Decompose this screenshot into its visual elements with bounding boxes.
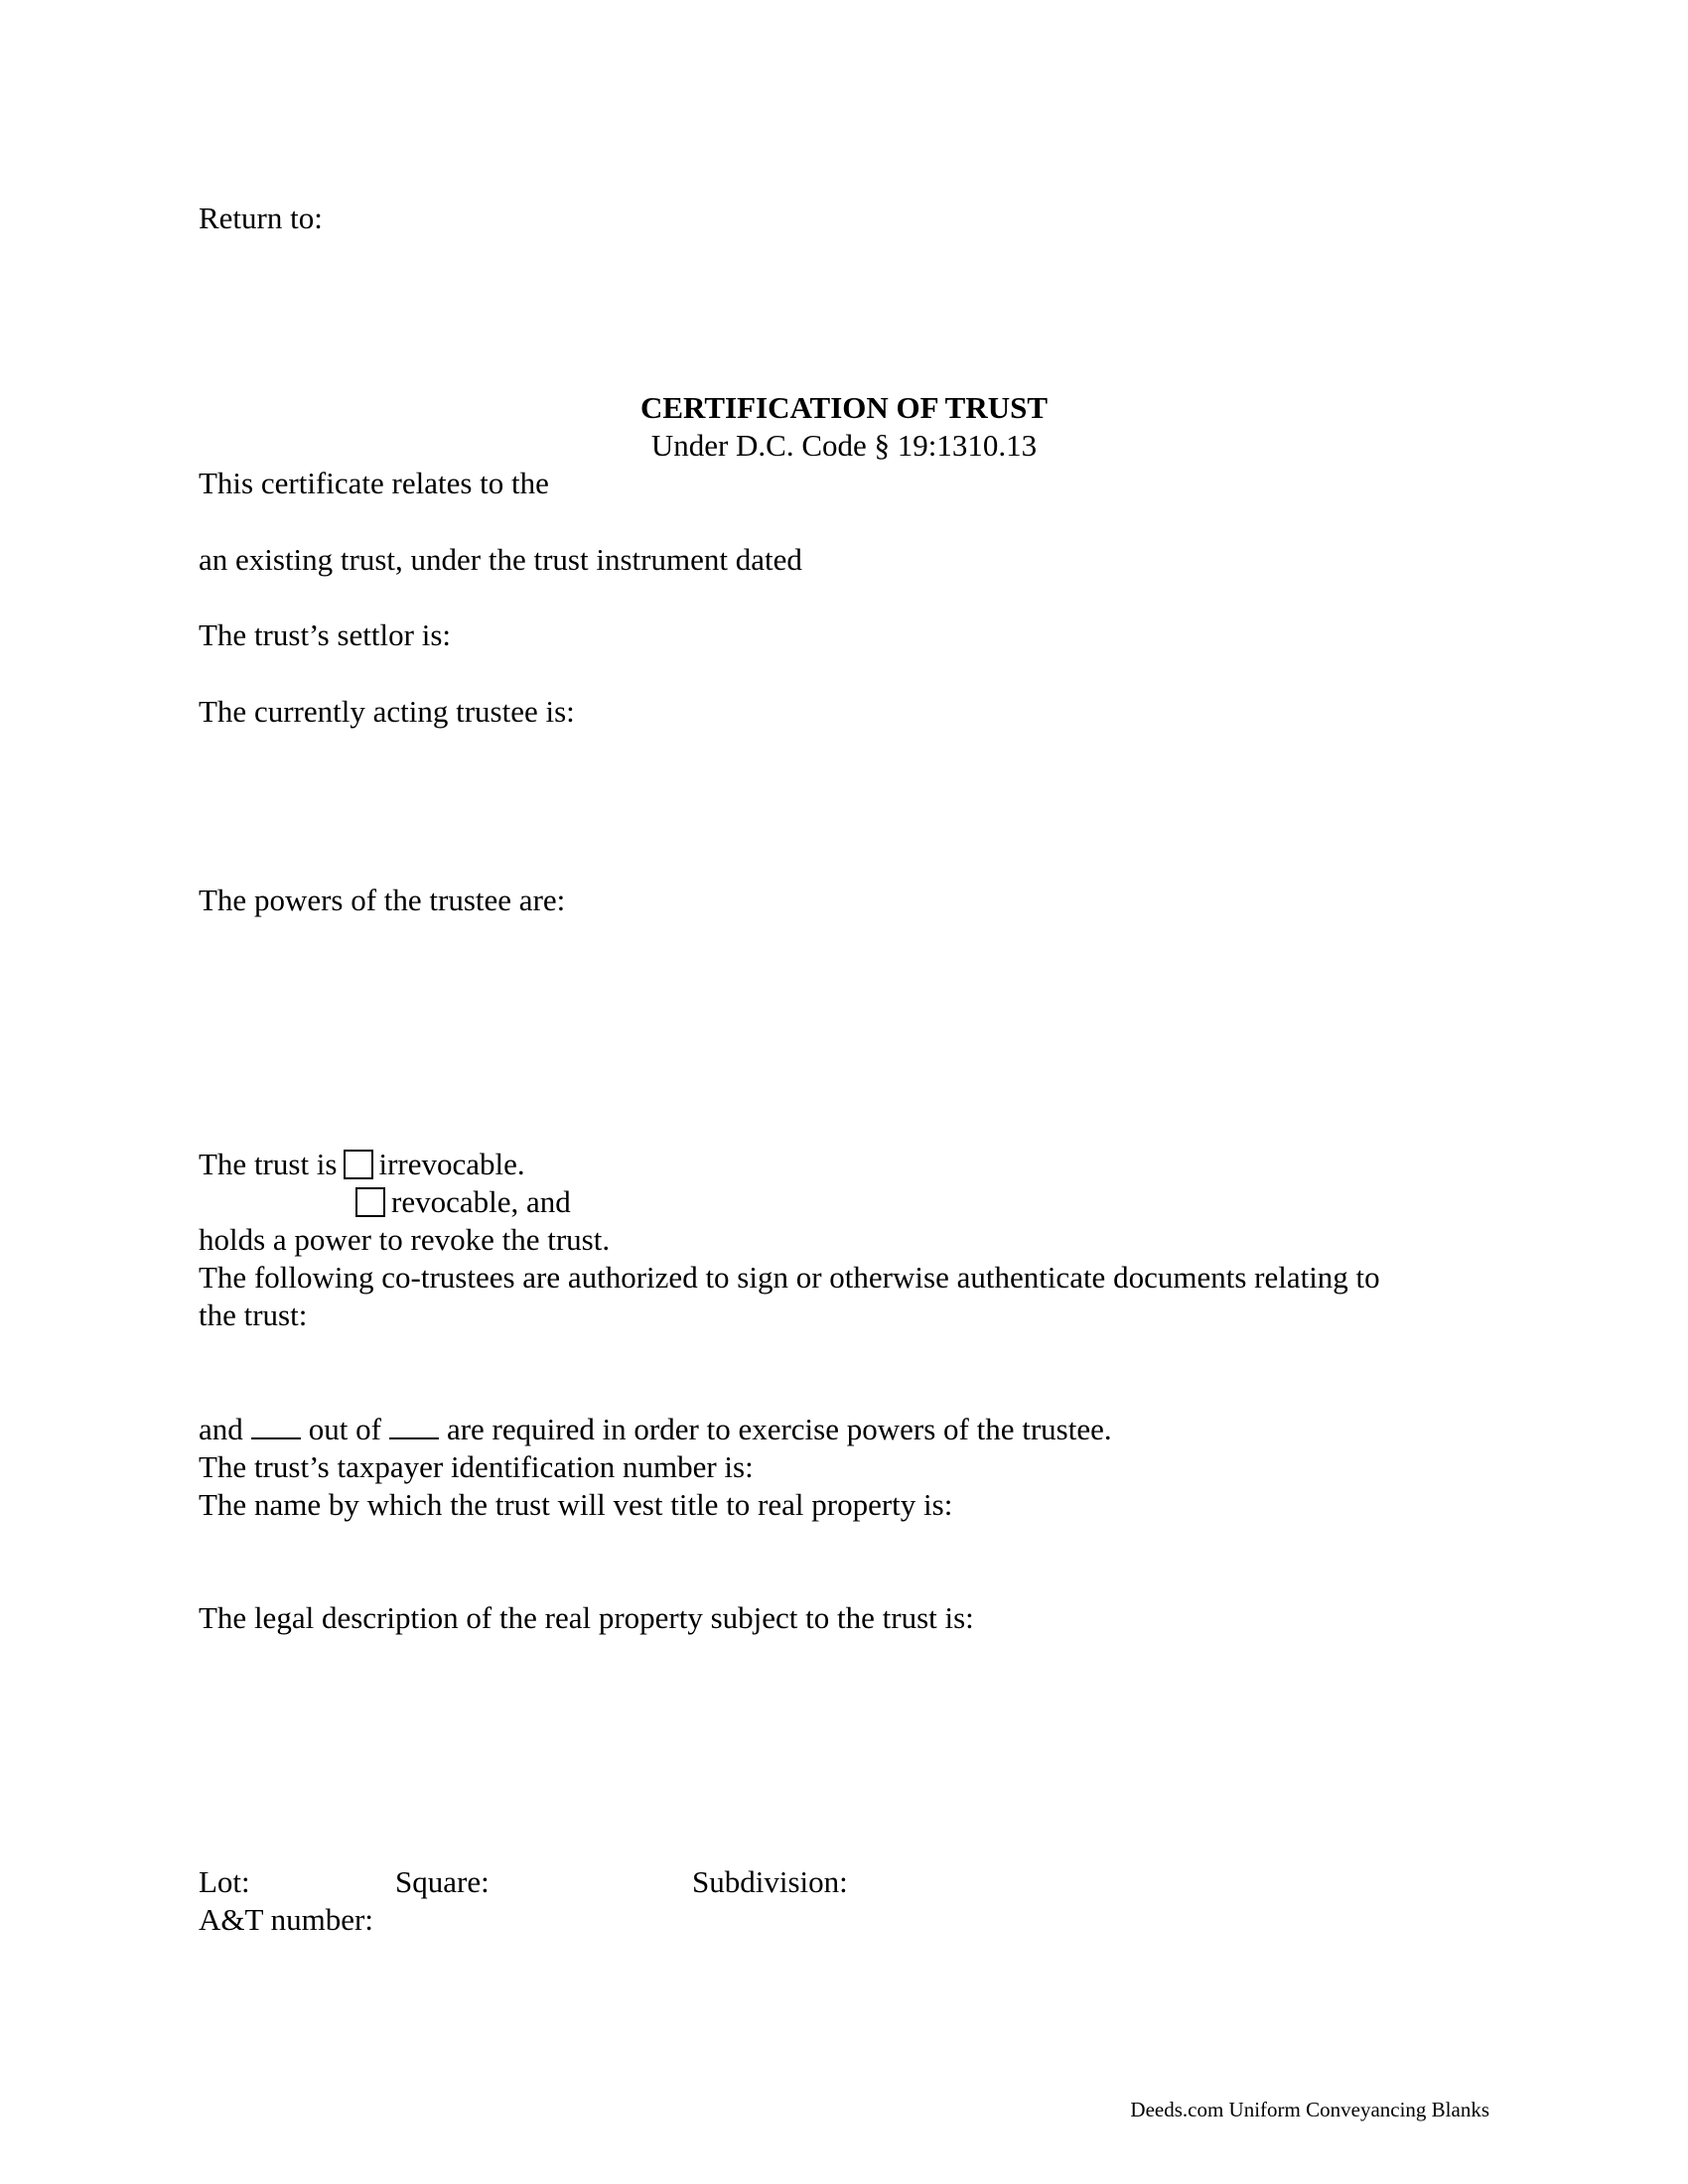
- relates-to-text: This certificate relates to the: [199, 466, 549, 500]
- revocable-row: [355, 1183, 571, 1221]
- trust-is-label: The trust is: [199, 1147, 338, 1181]
- required-text: are required in order to exercise powers of the trustee.: [446, 1412, 1112, 1446]
- at-number-label: A&T number:: [199, 1902, 373, 1937]
- required-trustees-row: [199, 1411, 1112, 1448]
- existing-trust-text: an existing trust, under the trust instrument dated: [199, 542, 802, 577]
- irrevocable-checkbox[interactable]: [344, 1150, 373, 1179]
- footer-text: Deeds.com Uniform Conveyancing Blanks: [1130, 2098, 1489, 2121]
- trustee-powers-label: The powers of the trustee are:: [199, 883, 566, 917]
- vest-title-label: The name by which the trust will vest title to real property is:: [199, 1487, 953, 1522]
- document-title: CERTIFICATION OF TRUST: [639, 390, 1049, 425]
- irrevocable-label: irrevocable.: [378, 1147, 525, 1181]
- required-count-blank[interactable]: [251, 1412, 301, 1439]
- acting-trustee-label: The currently acting trustee is:: [199, 694, 575, 729]
- legal-description-label: The legal description of the real property subject to the trust is:: [199, 1600, 974, 1635]
- out-of-word: out of: [308, 1412, 381, 1446]
- taxpayer-id-label: The trust’s taxpayer identification number is:: [199, 1449, 754, 1484]
- co-trustees-text-line1: The following co-trustees are authorized to sign or otherwise authenticate documents relating to: [199, 1260, 1380, 1295]
- holds-power-text: holds a power to revoke the trust.: [199, 1222, 611, 1257]
- document-subtitle: Under D.C. Code § 19:1310.13: [650, 428, 1038, 463]
- return-to-label: Return to:: [199, 201, 323, 235]
- revocable-checkbox[interactable]: [355, 1187, 385, 1217]
- total-count-blank[interactable]: [389, 1412, 439, 1439]
- settlor-label: The trust’s settlor is:: [199, 617, 452, 652]
- square-label: Square:: [395, 1864, 490, 1899]
- revocable-label: revocable, and: [391, 1184, 571, 1219]
- co-trustees-text-line2: the trust:: [199, 1297, 308, 1332]
- subdivision-label: Subdivision:: [692, 1864, 848, 1899]
- and-word: and: [199, 1412, 243, 1446]
- trust-type-row: [199, 1146, 525, 1183]
- lot-label: Lot:: [199, 1864, 250, 1899]
